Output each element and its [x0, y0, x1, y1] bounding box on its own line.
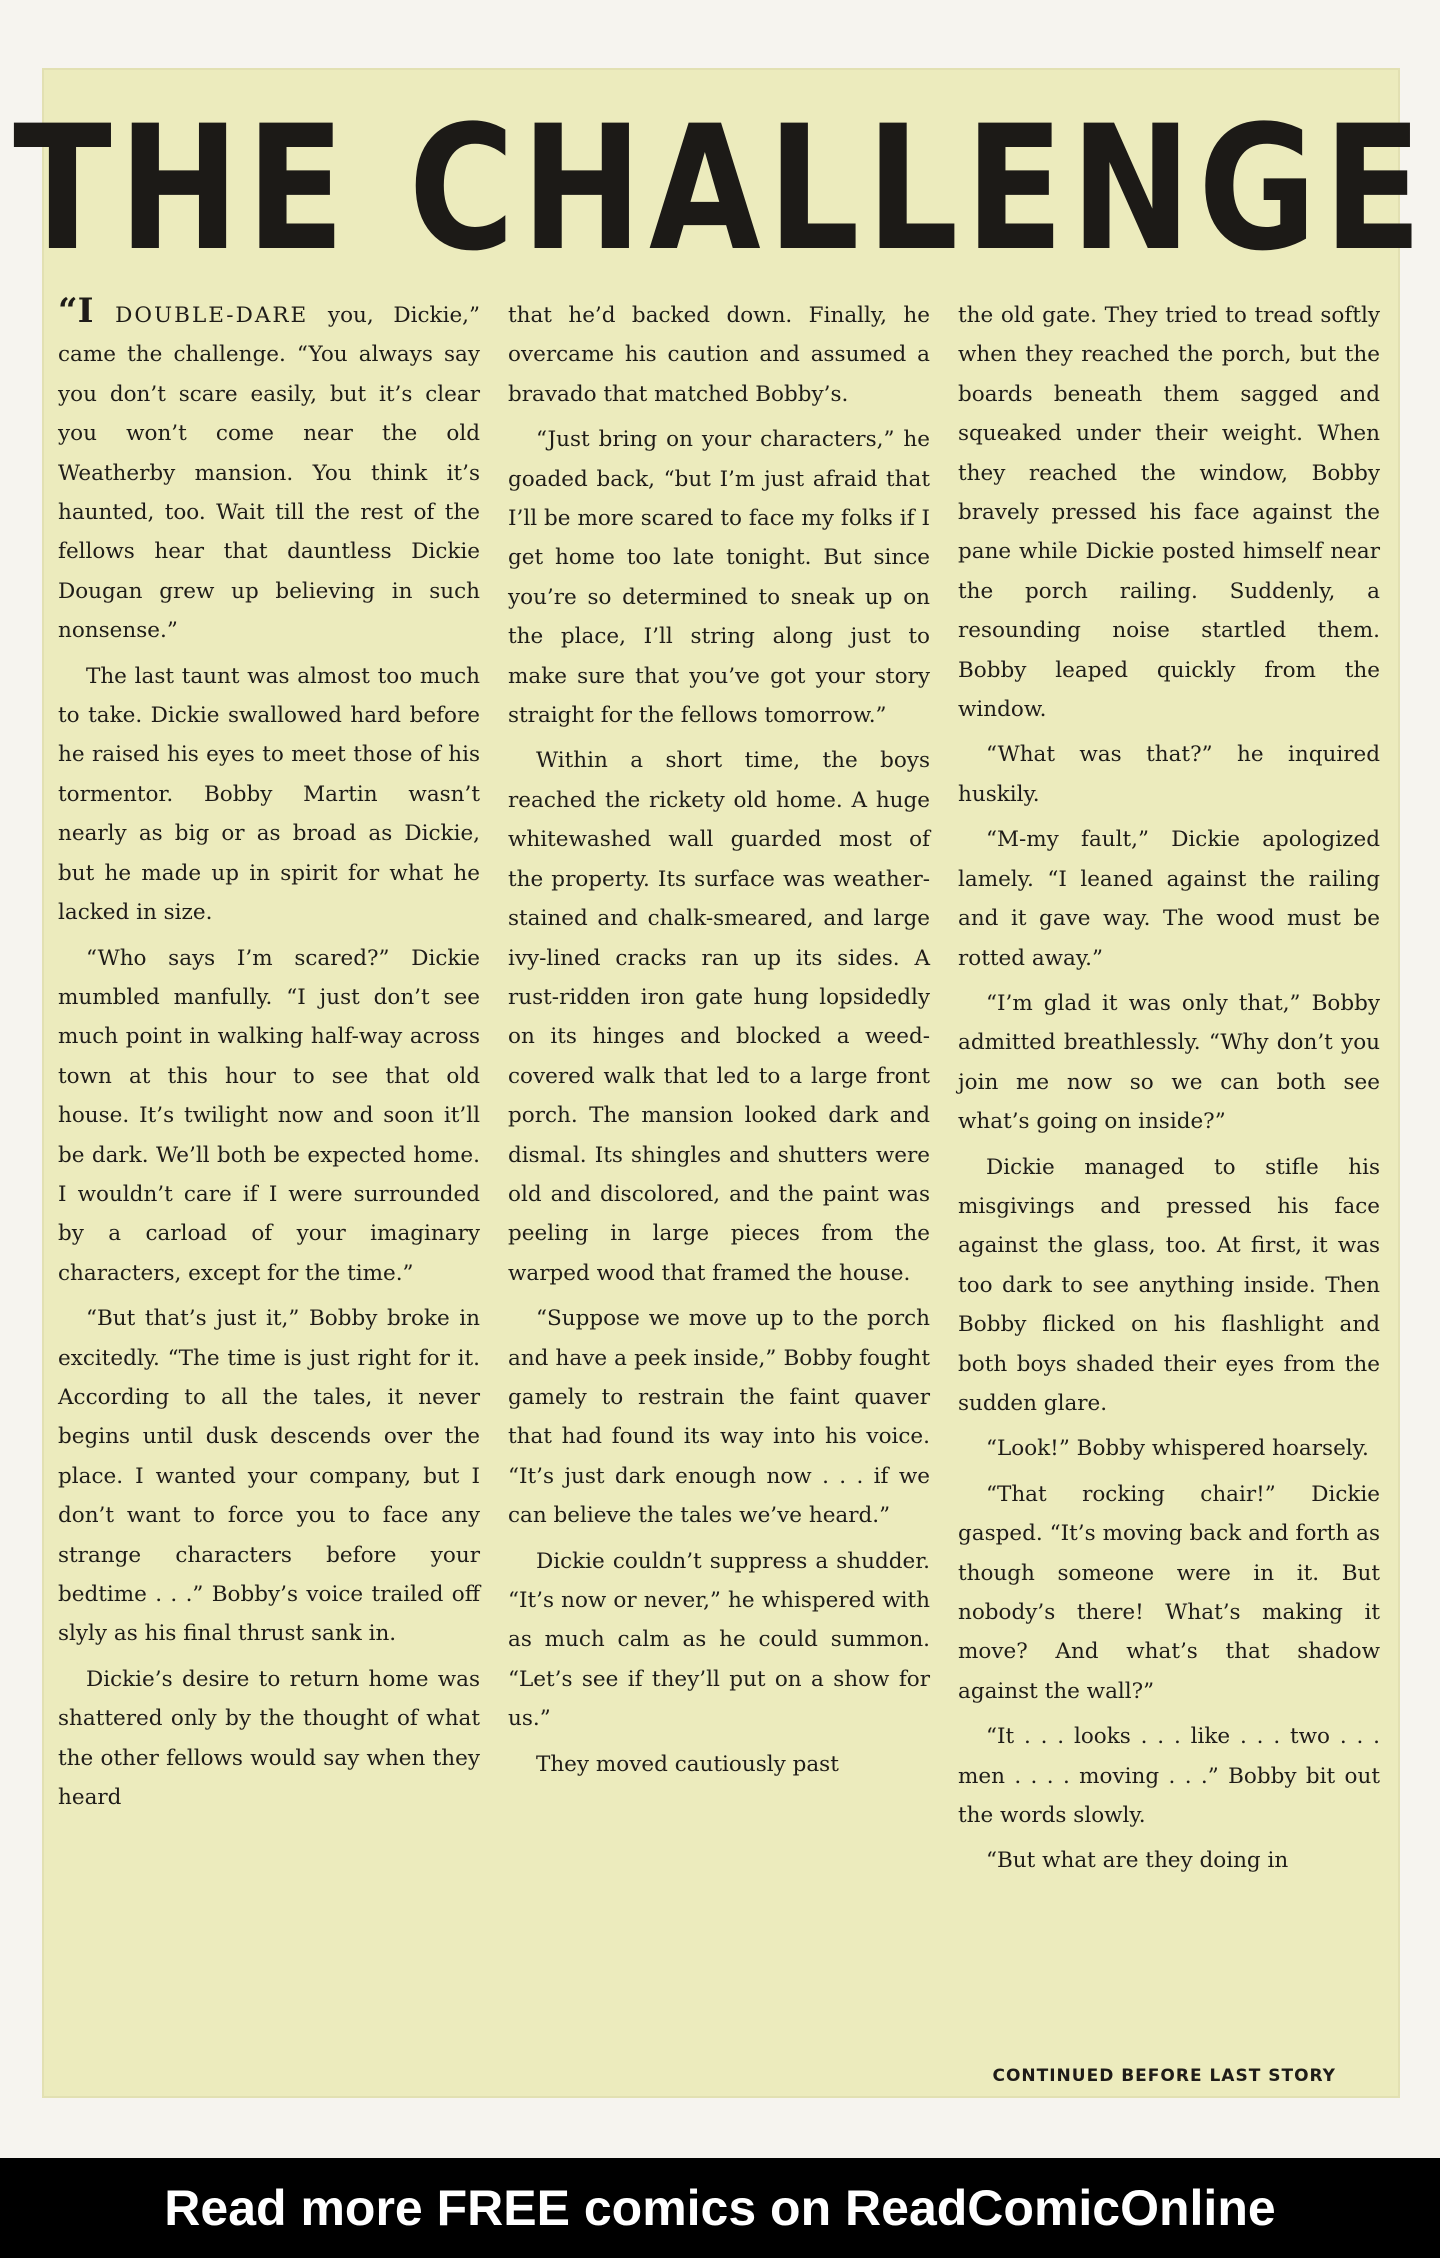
paragraph: “It . . . looks . . . like . . . two . . . men . . . . moving . . .” Bobby bit out the words slowly.	[958, 1724, 1380, 1829]
drop-letter: I	[77, 291, 94, 331]
promo-banner-text[interactable]: Read more FREE comics on ReadComicOnline	[164, 2180, 1276, 2236]
paragraph: The last taunt was almost too much to take. Dickie swallowed hard before he raised his eyes to meet those of his tormentor. Bobby Martin wasn’t nearly as big or as broad as Dickie, but he made up in spirit for what he lacked in size.	[58, 663, 480, 926]
continued-note: CONTINUED BEFORE LAST STORY	[992, 2066, 1336, 2086]
small-caps-lead: DOUBLE-DARE	[93, 303, 309, 328]
story-title: THE CHALLENGE	[13, 87, 1429, 289]
paragraph: “M-my fault,” Dickie apologized lamely. “I leaned against the railing and it gave way. The wood must be rotted away.”	[958, 827, 1380, 971]
paragraph: “I’m glad it was only that,” Bobby admitted breathlessly. “Why don’t you join me now so we can both see what’s going on inside?”	[958, 990, 1380, 1135]
paragraph: “Look!” Bobby whispered hoarsely.	[986, 1436, 1369, 1462]
paragraph: Dickie’s desire to return home was shattered only by the thought of what the other fellows would say when they heard	[58, 1666, 480, 1811]
paragraph: that he’d backed down. Finally, he overcame his caution and assumed a bravado that matched Bobby’s.	[508, 303, 930, 407]
paragraph: “But that’s just it,” Bobby broke in excitedly. “The time is just right for it. According to all the tales, it never begins until dusk descends over the place. I wanted your company, but I don’t want to force you to face any strange characters before your bedtime . . .” Bobby’s voice trailed off slyly as his final thrust sank in.	[58, 1306, 480, 1647]
paragraph: Dickie couldn’t suppress a shudder. “It’s now or never,” he whispered with as much calm as he could summon. “Let’s see if they’ll put on a show for us.”	[508, 1548, 930, 1732]
paragraph-text: you, Dickie,” came the challenge. “You always say you don’t scare easily, but it’s clear you won’t come near the old Weatherby mansion. You think it’s haunted, too. Wait till the rest of the fellows hear that dauntless Dickie Dougan grew up believing in such nonsense.”	[58, 303, 480, 644]
story-page	[13, 68, 1429, 2098]
paragraph: the old gate. They tried to tread softly when they reached the porch, but the boards beneath them sagged and squeaked under their weight. When they reached the window, Bobby bravely pressed his face against the pane while Dickie posted himself near the porch railing. Suddenly, a resounding noise startled them. Bobby leaped quickly from the window.	[958, 303, 1380, 723]
story-columns	[58, 291, 1380, 2048]
paragraph: “Just bring on your characters,” he goaded back, “but I’m just afraid that I’ll be more scared to face my folks if I get home too late tonight. But since you’re so determined to sneak up on the place, I’ll string along just to make sure that you’ve got your story straight for the fellows tomorrow.”	[508, 427, 930, 729]
paragraph: They moved cautiously past	[536, 1751, 839, 1777]
paragraph: “But what are they doing in	[986, 1848, 1289, 1874]
text-column-1	[58, 291, 480, 2048]
text-column-3	[958, 296, 1380, 2048]
paragraph: “Suppose we move up to the porch and have a peek inside,” Bobby fought gamely to restrain the faint quaver that had found its way into his voice. “It’s just dark enough now . . . if we can believe the tales we’ve heard.”	[508, 1306, 930, 1529]
text-column-2	[508, 296, 930, 2048]
opening-quote: “	[58, 291, 78, 331]
paragraph: “Who says I’m scared?” Dickie mumbled manfully. “I just don’t see much point in walking half-way across town at this hour to see that old house. It’s twilight now and soon it’ll be dark. We’ll both be expected home. I wouldn’t care if I were surrounded by a carload of your imaginary characters, except for the time.”	[58, 945, 480, 1286]
promo-banner[interactable]	[0, 2158, 1440, 2258]
paragraph: Within a short time, the boys reached the rickety old home. A huge whitewashed wall guarded most of the property. Its surface was weather-stained and chalk-smeared, and large ivy-lined cracks ran up its sides. A rust-ridden iron gate hung lopsidedly on its hinges and blocked a weed-covered walk that led to a large front porch. The mansion looked dark and dismal. Its shingles and shutters were old and discolored, and the paint was peeling in large pieces from the warped wood that framed the house.	[508, 748, 930, 1286]
paragraph	[58, 291, 480, 651]
paragraph: “That rocking chair!” Dickie gasped. “It’s moving back and forth as though someone were in it. But nobody’s there! What’s making it move? And what’s that shadow against the wall?”	[958, 1481, 1380, 1704]
paragraph: Dickie managed to stifle his misgivings and pressed his face against the glass, too. At first, it was too dark to see anything inside. Then Bobby flicked on his flashlight and both boys shaded their eyes from the sudden glare.	[958, 1154, 1380, 1416]
paragraph: “What was that?” he inquired huskily.	[958, 742, 1380, 807]
